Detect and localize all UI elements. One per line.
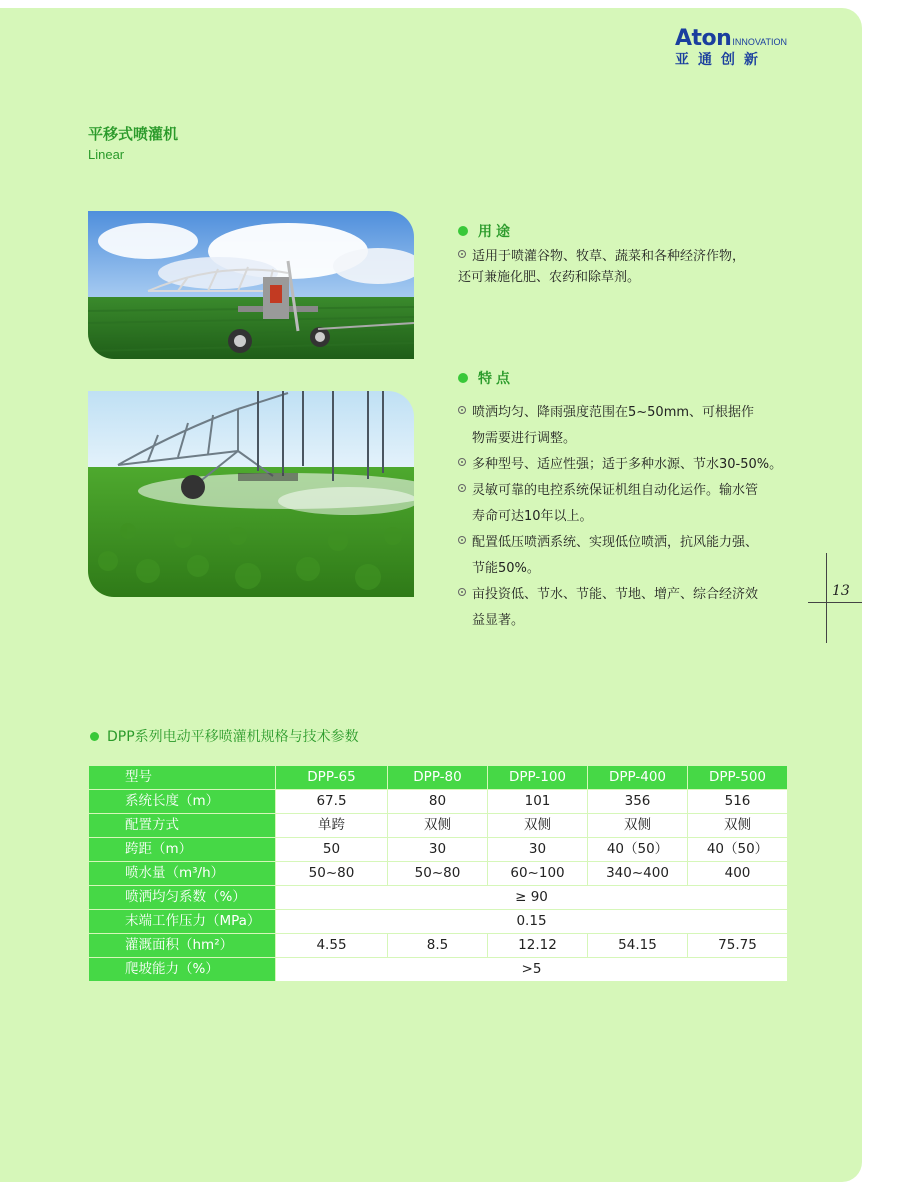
table-cell: 8.5	[388, 934, 488, 958]
header-model: DPP-400	[588, 766, 688, 790]
bullet-icon	[90, 732, 99, 741]
circle-bullet-icon	[458, 406, 466, 414]
row-label: 喷洒均匀系数（%）	[89, 886, 276, 910]
table-row	[89, 886, 788, 910]
table-title: DPP系列电动平移喷灌机规格与技术参数	[90, 726, 359, 746]
page-number: 13	[832, 583, 850, 599]
table-row	[89, 934, 788, 958]
table-cell: 516	[688, 790, 788, 814]
table-cell: 双侧	[388, 814, 488, 838]
table-cell: 50~80	[388, 862, 488, 886]
table-cell: 60~100	[488, 862, 588, 886]
bullet-icon	[458, 226, 468, 236]
header-model: DPP-100	[488, 766, 588, 790]
features-heading: 特点	[458, 368, 514, 388]
row-label: 喷水量（m³/h）	[89, 862, 276, 886]
margin-rule-horizontal	[808, 602, 862, 603]
table-cell: 4.55	[276, 934, 388, 958]
brand-chinese: 亚通创新	[675, 52, 767, 68]
irrigator-photo-top	[88, 211, 414, 359]
brand-logo	[675, 28, 795, 68]
table-cell: 12.12	[488, 934, 588, 958]
table-cell: 50~80	[276, 862, 388, 886]
usage-text: 适用于喷灌谷物、牧草、蔬菜和各种经济作物， 还可兼施化肥、农药和除草剂。	[458, 249, 746, 285]
table-cell-merged: 0.15	[276, 910, 788, 934]
table-row	[89, 814, 788, 838]
page-subtitle: Linear	[88, 147, 125, 162]
row-label: 系统长度（m）	[89, 790, 276, 814]
row-label: 爬坡能力（%）	[89, 958, 276, 982]
header-model: DPP-500	[688, 766, 788, 790]
circle-bullet-icon	[458, 458, 466, 466]
brand-subtitle: INNOVATION	[732, 37, 787, 47]
circle-bullet-icon	[458, 536, 466, 544]
list-item: 配置低压喷洒系统、实现低位喷洒，抗风能力强、 节能50%。	[458, 530, 808, 582]
brand-name: Aton	[675, 26, 732, 51]
list-item: 灵敏可靠的电控系统保证机组自动化运作。输水管 寿命可达10年以上。	[458, 478, 808, 530]
header-model: DPP-65	[276, 766, 388, 790]
table-row	[89, 958, 788, 982]
table-cell: 双侧	[588, 814, 688, 838]
circle-bullet-icon	[458, 250, 466, 258]
spec-table	[88, 765, 788, 982]
list-item: 亩投资低、节水、节能、节地、增产、综合经济效 益显著。	[458, 582, 808, 634]
bullet-icon	[458, 373, 468, 383]
usage-heading: 用途	[458, 221, 514, 241]
table-cell: 67.5	[276, 790, 388, 814]
list-item: 多种型号、适应性强；适于多种水源、节水30-50%。	[458, 452, 808, 478]
table-cell: 356	[588, 790, 688, 814]
table-cell: 75.75	[688, 934, 788, 958]
row-label: 末端工作压力（MPa）	[89, 910, 276, 934]
header-model: DPP-80	[388, 766, 488, 790]
table-cell: 400	[688, 862, 788, 886]
table-cell: 30	[488, 838, 588, 862]
table-cell: 30	[388, 838, 488, 862]
table-cell: 双侧	[488, 814, 588, 838]
circle-bullet-icon	[458, 484, 466, 492]
table-cell: 54.15	[588, 934, 688, 958]
table-cell: 340~400	[588, 862, 688, 886]
table-row	[89, 862, 788, 886]
table-row	[89, 910, 788, 934]
table-cell: 单跨	[276, 814, 388, 838]
table-cell-merged: >5	[276, 958, 788, 982]
table-cell: 双侧	[688, 814, 788, 838]
irrigator-photo-bottom	[88, 391, 414, 597]
table-header-row	[89, 766, 788, 790]
features-list	[458, 400, 808, 634]
table-cell: 50	[276, 838, 388, 862]
row-label: 灌溉面积（hm²）	[89, 934, 276, 958]
page-title: 平移式喷灌机	[88, 125, 179, 143]
table-cell-merged: ≥ 90	[276, 886, 788, 910]
table-cell: 101	[488, 790, 588, 814]
table-row	[89, 838, 788, 862]
circle-bullet-icon	[458, 588, 466, 596]
list-item: 喷洒均匀、降雨强度范围在5~50mm、可根据作 物需要进行调整。	[458, 400, 808, 452]
row-label: 跨距（m）	[89, 838, 276, 862]
header-label: 型号	[89, 766, 276, 790]
table-cell: 80	[388, 790, 488, 814]
table-cell: 40（50）	[588, 838, 688, 862]
margin-rule-vertical	[826, 553, 827, 643]
table-row	[89, 790, 788, 814]
table-cell: 40（50）	[688, 838, 788, 862]
row-label: 配置方式	[89, 814, 276, 838]
